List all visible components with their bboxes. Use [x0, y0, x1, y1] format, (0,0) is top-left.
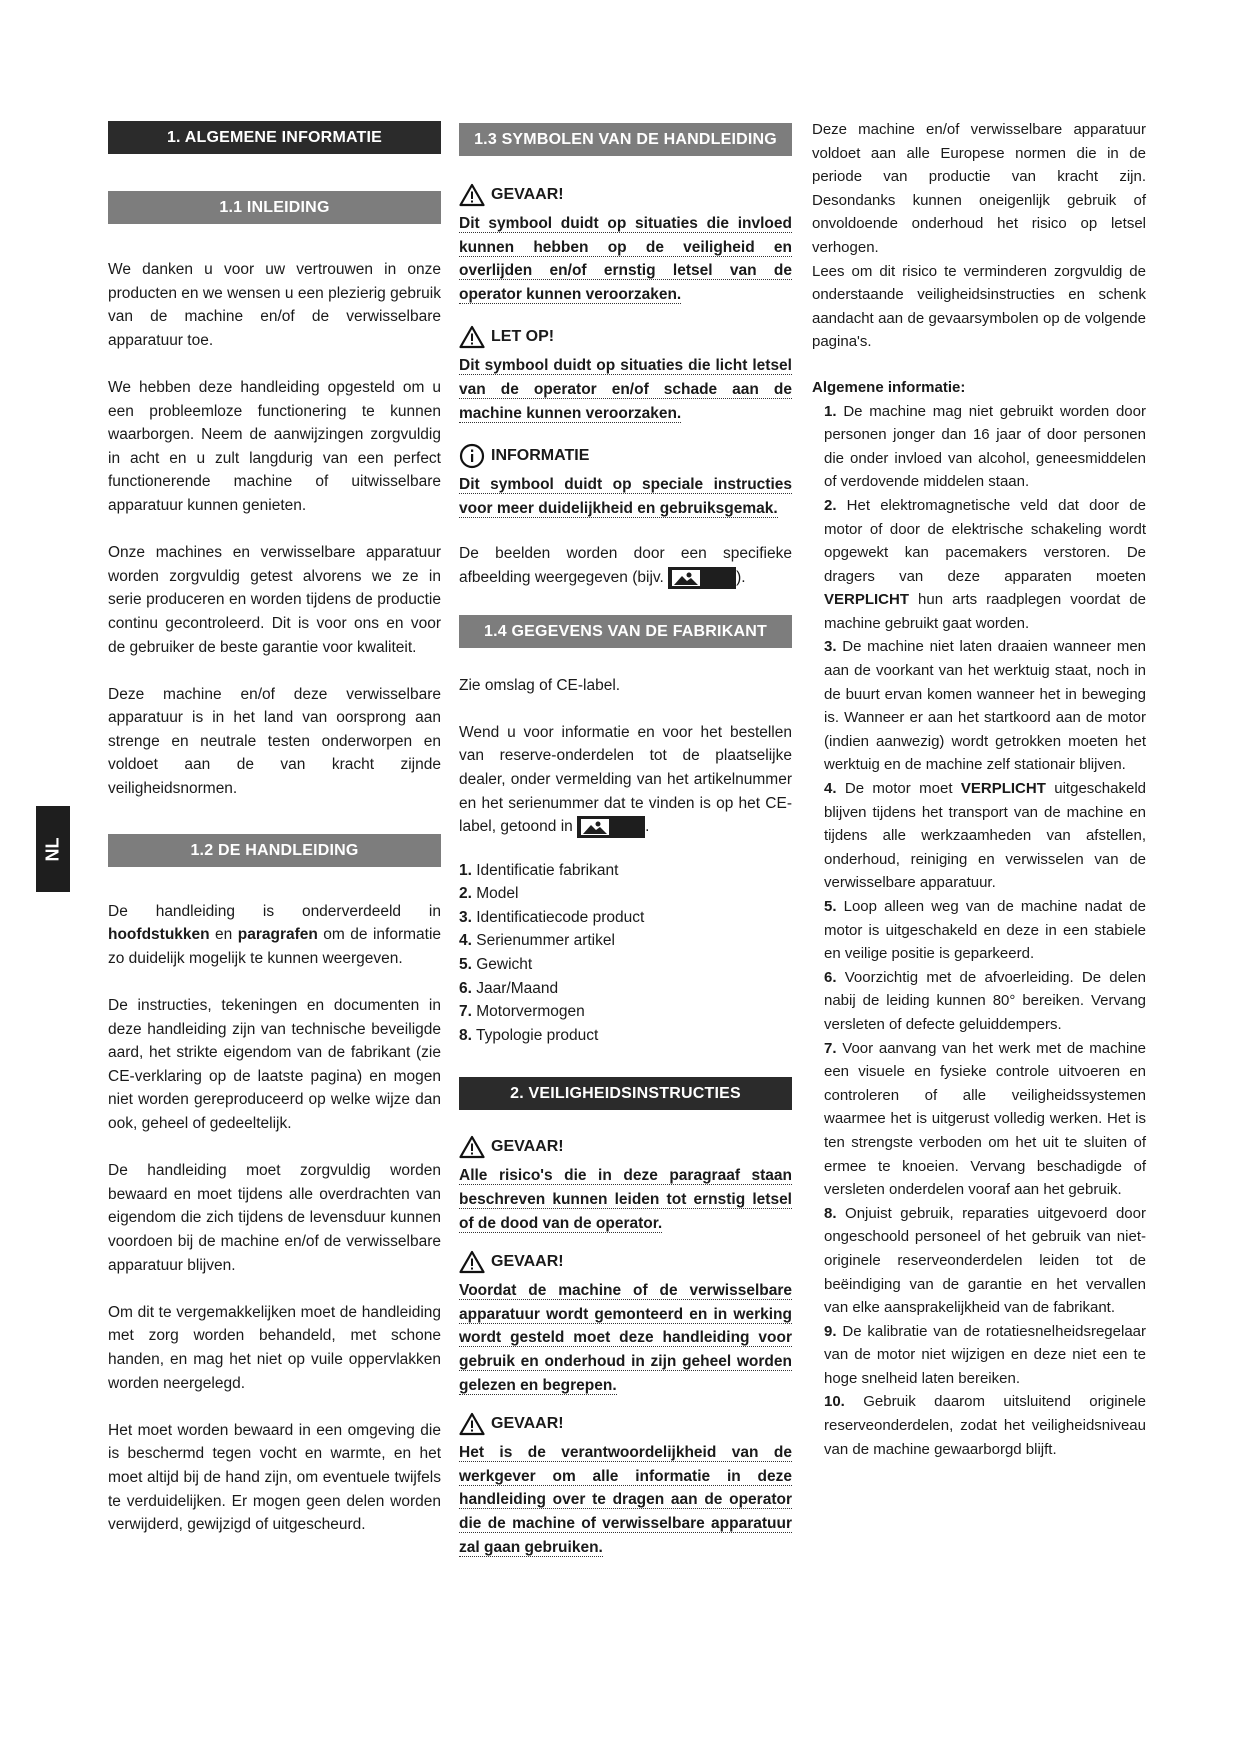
warning-1-title: GEVAAR!: [459, 1134, 792, 1160]
warning-triangle-icon: [459, 325, 485, 349]
manual-paragraph-4: Om dit te vergemakkelijken moet de handleiding met zorg worden behandeld, met schone handen, en mag het niet op vuile oppervlakken worden neergelegd.: [108, 1303, 441, 1392]
column-1: [108, 121, 441, 1537]
list-item: 7. Motorvermogen: [459, 1003, 585, 1021]
list-item: 1. Identificatie fabrikant: [459, 861, 619, 879]
intro-paragraph-2: We hebben deze handleiding opgesteld om u een probleemloze functionering te kunnen waarborgen. Neem de aanwijzingen zorgvuldig in acht en u zult langdurig van een perfect functionerende machine of uitwisselbare apparatuur kunnen genieten.: [108, 378, 441, 514]
ce-label-list: [459, 859, 792, 1048]
manual-paragraph-2: De instructies, tekeningen en documenten in deze handleiding zijn van technische beveiligde aard, het strikte eigendom van de fabrikant (zie CE-verklaring op de laatste pagina) en mogen niet worden gereproduceerd op welke wijze dan ook, geheel of gedeeltelijk.: [108, 997, 441, 1132]
info-block-title: INFORMATIE: [459, 443, 792, 469]
rule-item: 3. De machine niet laten draaien wanneer men aan de voorkant van het werktuig staat, noch in de buurt ervan komen wanneer het in beweging is. Wanneer er aan het startkoord aan de motor (indien aanwezig) wordt getrokken moeten het werktuig en de machine zelf stationair blijven.: [824, 638, 1146, 774]
ce-reference: Zie omslag of CE-label.: [459, 676, 621, 694]
rule-item: 8. Onjuist gebruik, reparaties uitgevoerd door ongeschoold personeel of het gebruik van niet-originele reserveonderdelen leiden tot de beëindiging van de garantie en het vervallen van elke aansprakelijkheid van de fabrikant.: [824, 1204, 1146, 1317]
rule-item: 5. Loop alleen weg van de machine nadat de motor is uitgeschakeld en deze in een stabiele en veilige positie is geparkeerd.: [824, 898, 1146, 963]
image-reference-icon: [577, 816, 645, 838]
info-circle-icon: [459, 443, 485, 469]
compliance-paragraph: Deze machine en/of verwisselbare apparatuur voldoet aan alle Europese normen die in de periode van productie van kracht zijn. Desondanks kunnen oneigenlijk gebruik of onvoldoende onderhoud het risico op letsel verhogen.: [812, 121, 1146, 256]
section-1-header: 1. ALGEMENE INFORMATIE: [108, 121, 441, 154]
section-1-1-header: 1.1 INLEIDING: [108, 191, 441, 224]
caution-symbol-text: Dit symbool duidt op situaties die licht letsel van de operator en/of schade aan de machine kunnen veroorzaken.: [459, 357, 792, 422]
caution-block-title: LET OP!: [459, 324, 792, 350]
intro-paragraph-1: We danken u voor uw vertrouwen in onze producten en we wensen u een plezierig gebruik van de machine en/of de verwisselbare apparatuur toe.: [108, 261, 441, 349]
warning-2-title: GEVAAR!: [459, 1249, 792, 1275]
warning-3-title: GEVAAR!: [459, 1411, 792, 1437]
info-symbol-text: Dit symbool duidt op speciale instructies voor meer duidelijkheid en gebruiksgemak.: [459, 476, 792, 517]
danger-symbol-text: Dit symbool duidt op situaties die invloed kunnen hebben op de veiligheid en overlijden en/of ernstig letsel van de operator kunnen veroorzaken.: [459, 215, 792, 303]
warning-triangle-icon: [459, 183, 485, 207]
images-paragraph: De beelden worden door een specifieke afbeelding weergegeven (bijv. ).: [459, 542, 792, 589]
section-1-3-header: 1.3 SYMBOLEN VAN DE HANDLEIDING: [459, 123, 792, 156]
section-1-2-header: 1.2 DE HANDLEIDING: [108, 834, 441, 867]
intro-paragraph-3: Onze machines en verwisselbare apparatuur worden zorgvuldig getest alvorens we ze in serie produceren en worden tijdens de productie continu gecontroleerd. Dit is voor ons en voor de gebruiker de beste garantie voor kwaliteit.: [108, 544, 441, 656]
danger-block-title: GEVAAR!: [459, 182, 792, 208]
warning-triangle-icon: [459, 1135, 485, 1159]
rule-item: 2. Het elektromagnetische veld dat door de motor of door de elektrische schakeling wordt opgewekt kan pacemakers verstoren. De dragers van deze apparaten moeten VERPLICHT hun arts raadplegen voordat de machine gebruikt gaat worden.: [824, 496, 1146, 632]
list-item: 3. Identificatiecode product: [459, 908, 645, 926]
rule-item: 6. Voorzichtig met de afvoerleiding. De delen nabij de leiding kunnen 80° bereiken. Vervang versleten of defecte geluiddempers.: [824, 968, 1146, 1033]
column-2: [459, 123, 792, 1559]
section-2-header: 2. VEILIGHEIDSINSTRUCTIES: [459, 1077, 792, 1110]
contact-paragraph: Wend u voor informatie en voor het bestellen van reserve-onderdelen tot de plaatselijke dealer, onder vermelding van het artikelnummer en het serienummer dat te vinden is op het CE-label, getoond in .: [459, 721, 792, 839]
column-3: [812, 118, 1146, 1461]
intro-paragraph-4: Deze machine en/of deze verwisselbare apparatuur is in het land van oorsprong aan strenge en neutrale testen onderworpen en voldoet aan de van kracht zijnde veiligheidsnormen.: [108, 685, 441, 798]
section-1-4-header: 1.4 GEGEVENS VAN DE FABRIKANT: [459, 615, 792, 648]
risk-paragraph: Lees om dit risico te verminderen zorgvuldig de onderstaande veiligheidsinstructies en schenk aandacht aan de gevaarsymbolen op de volgende pagina's.: [812, 262, 1146, 351]
rule-item: 1. De machine mag niet gebruikt worden door personen jonger dan 16 jaar of door personen die onder invloed van alcohol, geneesmiddelen of verdovende middelen staan.: [824, 402, 1146, 491]
manual-paragraph-5: Het moet worden bewaard in een omgeving die is beschermd tegen vocht en warmte, en het moet altijd bij de hand zijn, om eventuele twijfels te verduidelijken. Er mogen geen delen worden verwijderd, gewijzigd of uitgescheurd.: [108, 1421, 441, 1534]
list-item: 5. Gewicht: [459, 956, 533, 974]
list-item: 4. Serienummer artikel: [459, 932, 615, 950]
warning-triangle-icon: [459, 1412, 485, 1436]
rule-item: 4. De motor moet VERPLICHT uitgeschakeld blijven tijdens het transport van de machine en tijdens alle werkzaamheden van afstellen, onderhoud, reiniging en verwisselen van de verwisselbare apparatuur.: [824, 780, 1146, 892]
rule-item: 9. De kalibratie van de rotatiesnelheidsregelaar van de motor niet wijzigen en deze niet een te hoge snelheid laten bereiken.: [824, 1322, 1146, 1387]
language-tab: NL: [36, 806, 70, 892]
general-info-title: Algemene informatie:: [812, 378, 966, 396]
manual-paragraph-1: De handleiding is onderverdeeld in hoofdstukken en paragrafen om de informatie zo duidelijk mogelijk te kunnen weergeven.: [108, 902, 442, 967]
list-item: 6. Jaar/Maand: [459, 979, 559, 997]
image-reference-icon: [668, 567, 736, 589]
warning-2-text: Voordat de machine of de verwisselbare apparatuur wordt gemonteerd en in werking wordt gesteld moet deze handleiding voor gebruik en onderhoud in zijn geheel worden gelezen en begrepen.: [459, 1282, 792, 1394]
rule-item: 7. Voor aanvang van het werk met de machine een visuele en fysieke controle uitvoeren en controleren of alle veiligheidssystemen waarmee het is uitgerust volledig werken. Het is ten strengste verboden om het uit te sluiten of ermee te knoeien. Vervang beschadigde of versleten onderdelen vooraf aan het gebruik.: [824, 1039, 1146, 1199]
list-item: 8. Typologie product: [459, 1026, 599, 1044]
warning-1-text: Alle risico's die in deze paragraaf staan beschreven kunnen leiden tot ernstig letsel of de dood van de operator.: [459, 1167, 792, 1232]
warning-triangle-icon: [459, 1250, 485, 1274]
warning-3-text: Het is de verantwoordelijkheid van de werkgever om alle informatie in deze handleiding over te dragen aan de operator die de machine of verwisselbare apparatuur zal gaan gebruiken.: [459, 1444, 792, 1556]
rule-item: 10. Gebruik daarom uitsluitend originele reserveonderdelen, zodat het veiligheidsniveau van de machine gewaarborgd blijft.: [824, 1393, 1146, 1458]
manual-paragraph-3: De handleiding moet zorgvuldig worden bewaard en moet tijdens alle overdrachten van eigendom die zich tijdens de levensduur kunnen voordoen bij de machine en/of de verwisselbare apparatuur blijven.: [108, 1162, 441, 1274]
list-item: 2. Model: [459, 885, 519, 903]
